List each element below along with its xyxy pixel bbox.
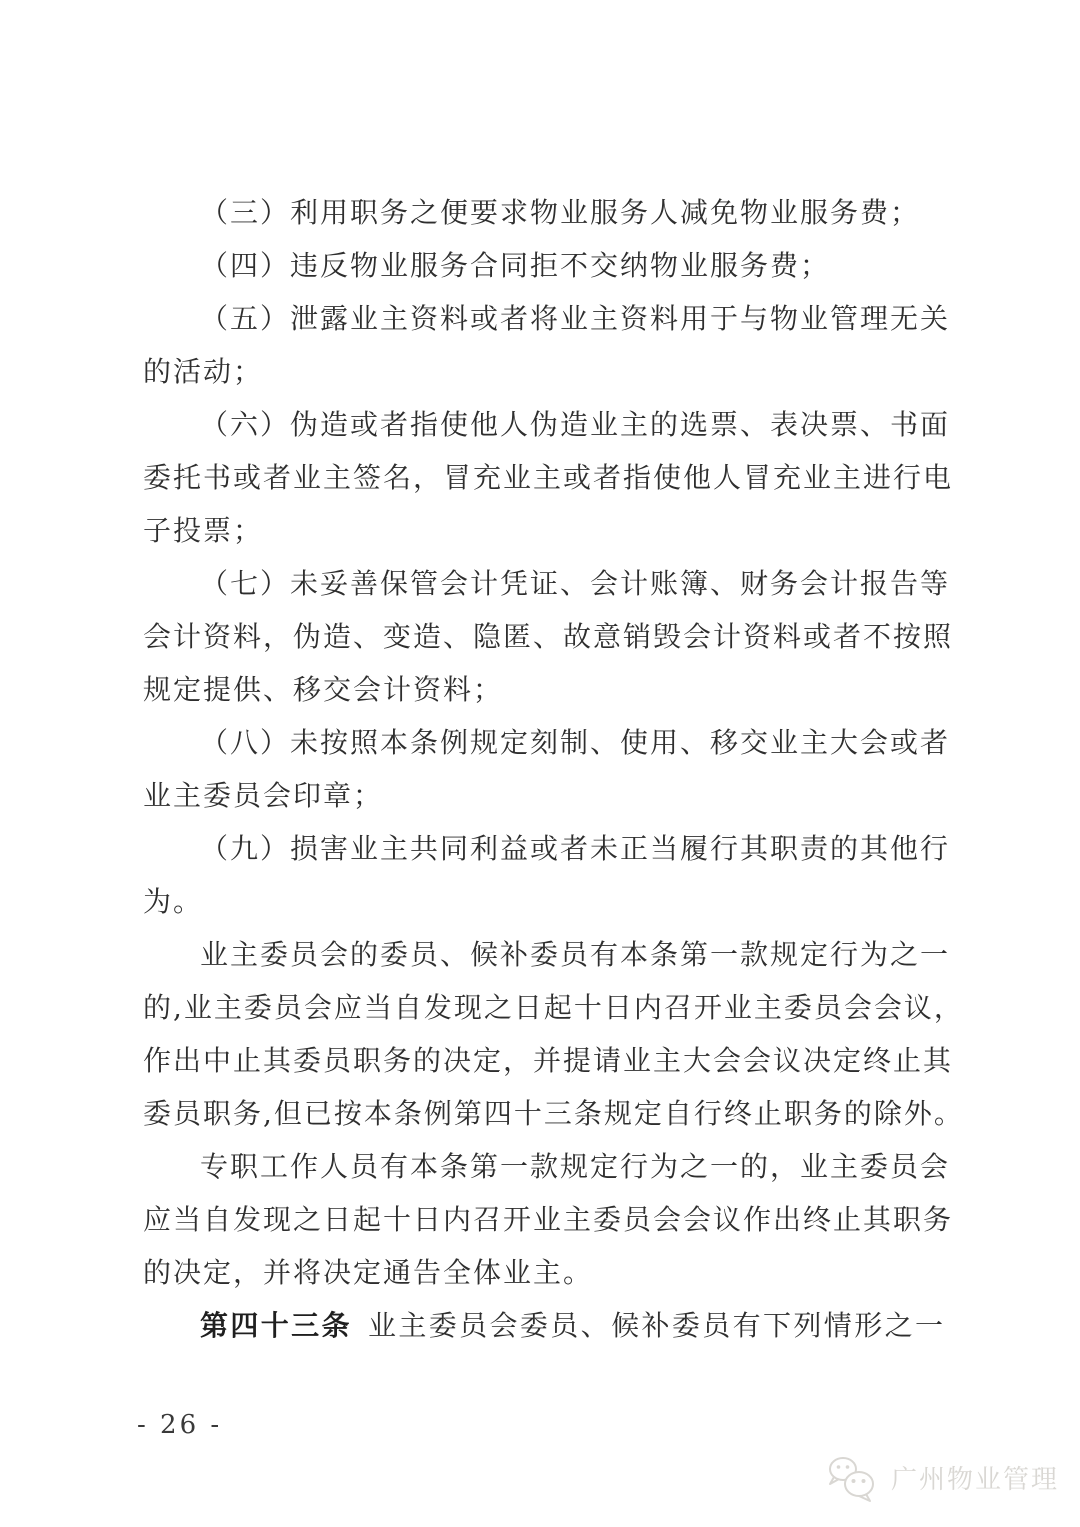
text-line: （九）损害业主共同利益或者未正当履行其职责的其他行 [200,832,951,865]
text-line: （七）未妥善保管会计凭证、会计账簿、财务会计报告等 [200,567,951,600]
text-line: （三）利用职务之便要求物业服务人减免物业服务费； [200,196,921,229]
article-number: 第四十三条 [200,1309,352,1342]
text-line: 规定提供、移交会计资料； [143,673,504,706]
text-line: （八）未按照本条例规定刻制、使用、移交业主大会或者 [200,726,951,759]
article-lead-text: 业主委员会委员、候补委员有下列情形之一 [367,1309,945,1342]
text-line: 的活动； [143,355,264,388]
text-line: 子投票； [143,514,264,547]
body-text [143,186,964,1352]
text-line: 应当自发现之日起十日内召开业主委员会会议作出终止其职务 [143,1203,954,1236]
text-line-article-43 [143,1299,945,1352]
account-watermark [826,1456,1059,1504]
text-line: （四）违反物业服务合同拒不交纳物业服务费； [200,249,831,282]
wechat-icon [826,1456,882,1504]
text-line: 业主委员会印章； [143,779,384,812]
text-line: 专职工作人员有本条第一款规定行为之一的，业主委员会 [200,1150,951,1183]
text-line: 会计资料，伪造、变造、隐匿、故意销毁会计资料或者不按照 [143,620,954,653]
text-line: （六）伪造或者指使他人伪造业主的选票、表决票、书面 [200,408,951,441]
text-line: 委员职务,但已按本条例第四十三条规定自行终止职务的除外。 [143,1097,964,1130]
text-line: 业主委员会的委员、候补委员有本条第一款规定行为之一 [200,938,951,971]
page-number: - 26 - [137,1410,223,1440]
text-line: （五）泄露业主资料或者将业主资料用于与物业管理无关 [200,302,951,335]
text-line: 为。 [143,885,204,918]
watermark-label: 广州物业管理 [891,1465,1060,1495]
text-line: 作出中止其委员职务的决定，并提请业主大会会议决定终止其 [143,1044,954,1077]
text-line: 的,业主委员会应当自发现之日起十日内召开业主委员会会议， [143,991,964,1024]
text-line: 委托书或者业主签名，冒充业主或者指使他人冒充业主进行电 [143,461,954,494]
text-line: 的决定，并将决定通告全体业主。 [143,1256,594,1289]
